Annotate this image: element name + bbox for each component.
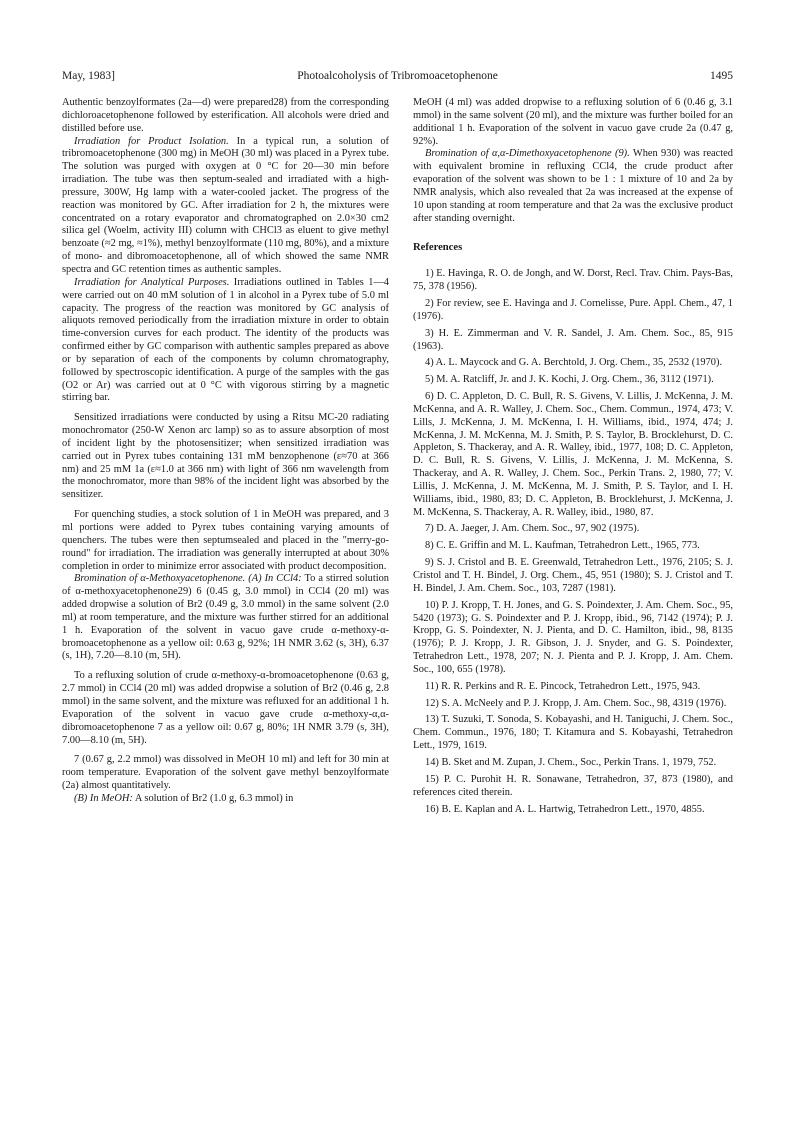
reference-item: 9) S. J. Cristol and B. E. Greenwald, Tetrahedron Lett., 1976, 2105; S. J. Cristol and T. H. Bindel, J. Org. Chem., 45, 951 (1980); S. J. Cristol and T. H. Bindel, J. Am. Chem. Soc., 103, 7287 (1981).	[413, 557, 733, 594]
section-heading-analytical-purposes: Irradiation for Analytical Purposes.	[74, 276, 230, 288]
paragraph-bromination-methoxy: Bromination of α-Methoxyacetophenone. (A) In CCl4: To a stirred solution of α-methoxyacetophenone29) 6 (0.45 g, 3.0 mmol) in CCl4 (20 ml) was added dropwise a solution of Br2 (0.49 g, 3.0 mmol) in the same solvent (2.0 ml) at room temperature, and the mixture was further stirred for an additional 1 h. Evaporation of the solvent in vacuo gave crude α-methoxy-α-bromoacetophenone as a yellow oil: 0.63 g, 92%; 1H NMR 3.62 (s, 3H), 6.37 (s, 1H), 7.20—8.10 (m, 5H).	[62, 573, 389, 662]
reference-item: 2) For review, see E. Havinga and J. Cornelisse, Pure. Appl. Chem., 47, 1 (1976).	[413, 297, 733, 322]
subsection-heading-in-meoh: (B) In MeOH:	[74, 792, 133, 804]
right-column	[413, 97, 733, 820]
running-header	[62, 70, 733, 86]
left-column	[62, 97, 389, 806]
subsection-heading-in-ccl4: (A) In CCl4:	[248, 573, 302, 585]
paragraph-dibromination: To a refluxing solution of crude α-methoxy-α-bromoacetophenone (0.63 g, 2.7 mmol) in CCl4 (20 ml) was added dropwise a solution of Br2 (0.46 g, 2.8 mmol) in the same solvent, and the mixture was refluxed for an additional 1 h. Evaporation of the solvent in vacuo gave crude α-methoxy-α,α-dibromoacetophenone 7 as a yellow oil: 0.67 g, 80%; 1H NMR 3.79 (s, 3H), 7.00—8.10 (m, 5H).	[62, 670, 389, 746]
paragraph-product-isolation: Irradiation for Product Isolation. In a typical run, a solution of tribromoacetophenone (300 mg) in MeOH (30 ml) was placed in a Pyrex tube. The solution was purged with oxygen at 0 °C for 20—30 min before irradiation. The tube was then septum-sealed and irradiated with a high-pressure, 300W, Hg lamp with a water-cooled jacket. The progress of the reaction was monitored by GC. After irradiation for 2 h, the mixtures were concentrated on a rotary evaporator and chromatographed on 2.0×30 cm2 silica gel (Woelm, activity III) column with CHCl3 as eluent to give methyl benzoate (≈2 mg, ≈1%), methyl benzoylformate (110 mg, 80%), and a mixture of mono- and dibromoacetophenone, all of which showed the same NMR spectra and GC retention times as authentic samples.	[62, 135, 389, 275]
page-number: 1495	[710, 70, 733, 82]
reference-item: 8) C. E. Griffin and M. L. Kaufman, Tetrahedron Lett., 1965, 773.	[425, 540, 700, 552]
reference-item: 3) H. E. Zimmerman and V. R. Sandel, J. Am. Chem. Soc., 85, 915 (1963).	[413, 327, 733, 352]
reference-item: 7) D. A. Jaeger, J. Am. Chem. Soc., 97, 902 (1975).	[425, 523, 640, 535]
reference-item: 1) E. Havinga, R. O. de Jongh, and W. Dorst, Recl. Trav. Chim. Pays-Bas, 75, 378 (1956).	[413, 268, 733, 293]
paragraph-sensitized-irradiations: Sensitized irradiations were conducted by using a Ritsu MC-20 radiating monochromator (250-W Xenon arc lamp) so as to assure absorption of most of incident light by the photosensitizer; when sensitized irradiation was carried out in Pyrex tubes containing 131 mM benzophenone (ε≈70 at 366 nm) and 25 mM 1a (ε≈1.0 at 366 nm) with light of 366 nm wavelength from the monochromator, more than 98% of the incident light was absorbed by the sensitizer.	[62, 412, 389, 501]
section-heading-product-isolation: Irradiation for Product Isolation.	[74, 135, 229, 147]
paragraph-in-meoh: (B) In MeOH: A solution of Br2 (1.0 g, 6.3 mmol) in	[74, 792, 294, 804]
header-date: May, 1983]	[62, 70, 115, 82]
paragraph-authentic-samples: Authentic benzoylformates (2a—d) were prepared28) from the corresponding dichloroacetophenone followed by esterification. All alcohols were dried and distilled before use.	[62, 97, 389, 134]
paragraph-methanolysis: 7 (0.67 g, 2.2 mmol) was dissolved in MeOH 10 ml) and left for 30 min at room temperature. Evaporation of the solvent gave methyl benzoylformate (2a) almost quantitatively.	[62, 754, 389, 792]
references-heading: References	[413, 242, 463, 254]
reference-item: 13) T. Suzuki, T. Sonoda, S. Kobayashi, and H. Taniguchi, J. Chem. Soc., Chem. Commun., 1976, 180; T. Kitamura and S. Kobayashi, Tetrahedron Lett., 1979, 1619.	[413, 714, 733, 752]
reference-item: 10) P. J. Kropp, T. H. Jones, and G. S. Poindexter, J. Am. Chem. Soc., 95, 5420 (1973); G. S. Poindexter and P. J. Kropp, ibid., 96, 7142 (1974); P. J. Kropp, G. S. Poindexter, N. J. Pienta, and D. C. Hamilton, ibid., 98, 8135 (1976); P. J. Kropp, J. R. Gibson, J. J. Snyder, and G. S. Poindexter, Tetrahedron Lett., 1978, 207; N. J. Pienta and P. J. Kropp, J. Am. Chem. Soc., 100, 655 (1978).	[413, 599, 733, 675]
reference-item: 4) A. L. Maycock and G. A. Berchtold, J. Org. Chem., 35, 2532 (1970).	[425, 357, 723, 369]
reference-item: 16) B. E. Kaplan and A. L. Hartwig, Tetrahedron Lett., 1970, 4855.	[425, 803, 705, 815]
paragraph-analytical-purposes: Irradiation for Analytical Purposes. Irradiations outlined in Tables 1—4 were carried out on 40 mM solution of 1 in alcohol in a Pyrex tube of 5.0 ml capacity. The progress of the reaction was monitored by GC analysis of aliquots removed periodically from the irradiation mixture in order to obtain time-conversion curves for each product. The identity of the products was confirmed either by GC comparison with authentic samples prepared as above or by separation of each of the components by column chromatography, followed by spectroscopic identification. A purge of the samples with the gas (O2 or Ar) was carried out at 0 °C with vigorous stirring by a magnetic stirring bar.	[62, 276, 389, 404]
section-heading-bromination-methoxy: Bromination of α-Methoxyacetophenone.	[74, 573, 246, 585]
reference-item: 12) S. A. McNeely and P. J. Kropp, J. Am. Chem. Soc., 98, 4319 (1976).	[425, 697, 727, 709]
reference-item: 5) M. A. Ratcliff, Jr. and J. K. Kochi, J. Org. Chem., 36, 3112 (1971).	[425, 374, 714, 386]
reference-item: 11) R. R. Perkins and R. E. Pincock, Tetrahedron Lett., 1975, 943.	[425, 680, 701, 692]
reference-item: 6) D. C. Appleton, D. C. Bull, R. S. Givens, V. Lillis, J. McKenna, J. M. McKenna, and A. R. Walley, J. Chem. Soc., Chem. Commun., 1974, 473; V. Lills, J. McKenna, J. M. McKenna, I. H. Williams, ibid., 1974, 474; J. McKenna, J. M. McKenna, M. J. Smith, P. S. Taylor, B. Brocklehurst, D. C. Appleton, S. Thackeray, and A. R. Walley, ibid., 1977, 108; D. C. Appleton, D. C. Bull, R. S. Givens, V. Lillis, J. McKenna, J. M. McKenna, S. Thackeray, and A. R. Walley, J. Chem. Soc., Perkin Trans. 2, 1980, 77; V. Lillis, J. McKenna, J. M. McKenna, M. J. Smith, P. S. Taylor, and I. H. Williams, ibid., 1980, 83; D. C. Appleton, B. Brocklehurst, J. McKenna, J. M. McKenna, S. Thackeray, A. R. Walley, ibid., 1980, 87.	[413, 391, 733, 518]
header-title: Photoalcoholysis of Tribromoacetophenone	[297, 70, 498, 82]
paragraph-in-meoh-continued: MeOH (4 ml) was added dropwise to a refluxing solution of 6 (0.46 g, 3.1 mmol) in the same solvent (20 ml), and the mixture was further boiled for an additional 1 h. Evaporation of the solvent in vacuo gave crude 2a (0.47 g, 92%).	[413, 97, 733, 147]
paragraph-bromination-dimethoxy: Bromination of α,α-Dimethoxyacetophenone (9). When 930) was reacted with equivalent bromine in refluxing CCl4, the crude product after evaporation of the solvent was shown to be 1 : 1 mixture of 10 and 2a by NMR analysis, which also revealed that 2a was increased at the expense of 10 upon standing at room temperature and that 2a was the exclusive product after standing overnight.	[413, 148, 733, 224]
section-heading-bromination-dimethoxy: Bromination of α,α-Dimethoxyacetophenone (9).	[425, 148, 630, 160]
references-list	[413, 268, 733, 816]
reference-item: 15) P. C. Purohit H. R. Sonawane, Tetrahedron, 37, 873 (1980), and references cited therein.	[413, 773, 733, 798]
reference-item: 14) B. Sket and M. Zupan, J. Chem., Soc., Perkin Trans. 1, 1979, 752.	[425, 756, 717, 768]
paragraph-quenching-studies: For quenching studies, a stock solution of 1 in MeOH was prepared, and 3 ml portions were added to Pyrex tubes containing varying amounts of quenchers. The tubes were then septumsealed and placed in the "merry-go-round" for irradiation. The irradiation was generally interrupted at about 30% completion in order to minimize error associated with product decomposition.	[62, 509, 389, 572]
